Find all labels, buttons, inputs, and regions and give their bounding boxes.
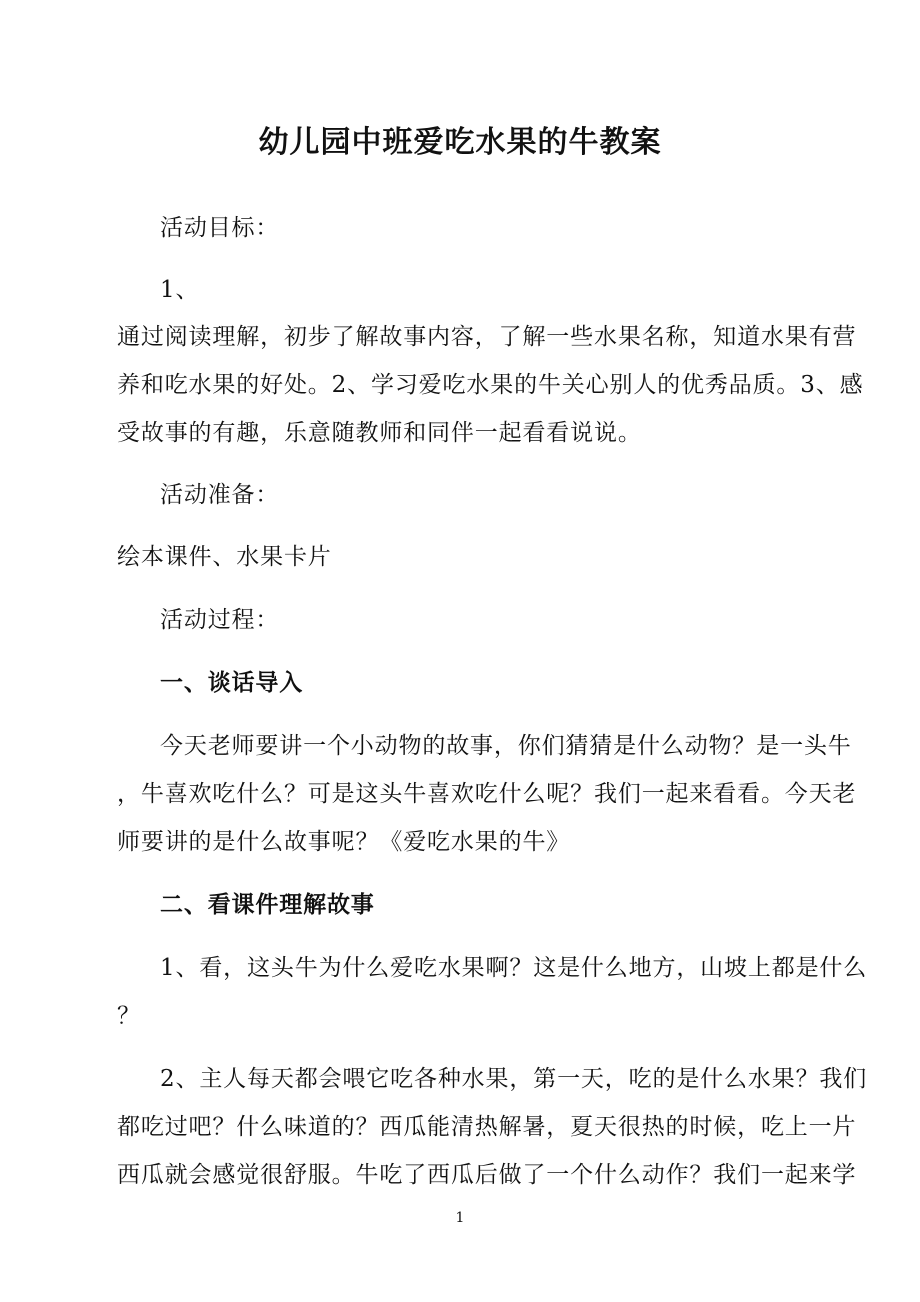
paragraph-line: 今天老师要讲一个小动物的故事，你们猜猜是什么动物？是一头牛 xyxy=(160,733,852,759)
section-label: 活动过程： xyxy=(160,607,280,633)
section-heading: 一、谈话导入 xyxy=(160,669,304,696)
paragraph-line: 通过阅读理解，初步了解故事内容，了解一些水果名称，知道水果有营 xyxy=(117,324,857,350)
section-label: 活动准备： xyxy=(160,482,280,508)
paragraph-line: 西瓜就会感觉很舒服。牛吃了西瓜后做了一个什么动作？我们一起来学 xyxy=(117,1162,857,1188)
paragraph-line: 都吃过吧？什么味道的？西瓜能清热解暑，夏天很热的时候，吃上一片 xyxy=(117,1114,857,1140)
paragraph-line: 绘本课件、水果卡片 xyxy=(117,544,332,570)
paragraph-line: ，牛喜欢吃什么？可是这头牛喜欢吃什么呢？我们一起来看看。今天老 xyxy=(117,781,857,807)
list-number: 1、 xyxy=(160,277,200,303)
paragraph-line: 受故事的有趣，乐意随教师和同伴一起看看说说。 xyxy=(117,420,642,446)
paragraph-line: 养和吃水果的好处。2、学习爱吃水果的牛关心别人的优秀品质。3、感 xyxy=(117,372,864,398)
paragraph-line: 1、看，这头牛为什么爱吃水果啊？这是什么地方，山坡上都是什么 xyxy=(160,955,868,981)
document-title: 幼儿园中班爱吃水果的牛教案 xyxy=(258,125,662,160)
page-number: 1 xyxy=(455,1210,465,1226)
paragraph-line: ？ xyxy=(117,1003,141,1029)
section-heading: 二、看课件理解故事 xyxy=(160,891,375,918)
paragraph-line: 2、主人每天都会喂它吃各种水果，第一天，吃的是什么水果？我们 xyxy=(160,1066,868,1092)
section-label: 活动目标： xyxy=(160,215,280,241)
paragraph-line: 师要讲的是什么故事呢？《爱吃水果的牛》 xyxy=(117,829,571,855)
